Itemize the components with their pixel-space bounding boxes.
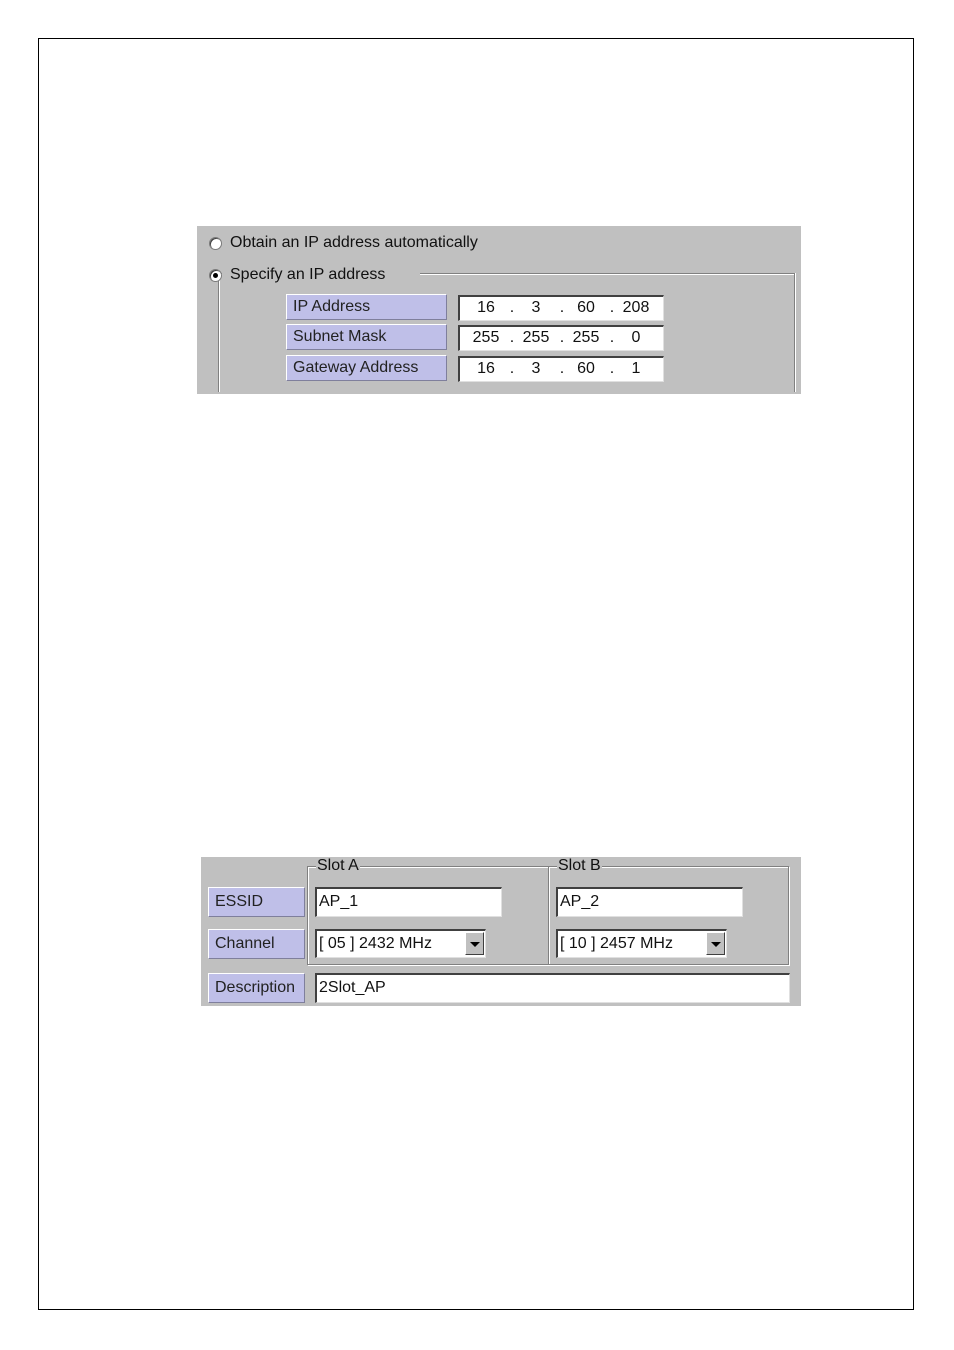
ip-address-octet-3[interactable]: 60 xyxy=(577,299,595,316)
essid-label: ESSID xyxy=(208,887,305,917)
ip-address-input[interactable]: 16 . 3 . 60 . 208 xyxy=(458,295,664,321)
subnet-mask-octet-4[interactable]: 0 xyxy=(631,329,641,346)
specify-ip-radio[interactable] xyxy=(209,269,222,282)
slot-b-essid-input[interactable]: AP_2 xyxy=(556,887,743,917)
subnet-mask-octet-1[interactable]: 255 xyxy=(472,329,500,346)
obtain-ip-auto-radio[interactable] xyxy=(209,237,222,250)
slot-a-channel-select[interactable] xyxy=(315,929,486,958)
chevron-down-icon[interactable] xyxy=(465,932,484,955)
gateway-address-label: Gateway Address xyxy=(286,355,447,381)
slot-a-title: Slot A xyxy=(317,857,359,874)
description-label: Description xyxy=(208,973,305,1003)
chevron-down-icon[interactable] xyxy=(706,932,725,955)
gateway-octet-1[interactable]: 16 xyxy=(477,360,495,377)
slot-a-channel-value: [ 05 ] 2432 MHz xyxy=(319,935,432,952)
subnet-mask-input[interactable]: 255 . 255 . 255 . 0 xyxy=(458,325,664,351)
ip-address-octet-1[interactable]: 16 xyxy=(477,299,495,316)
gateway-address-input[interactable]: 16 . 3 . 60 . 1 xyxy=(458,356,664,382)
channel-label: Channel xyxy=(208,929,305,959)
subnet-mask-label: Subnet Mask xyxy=(286,324,447,350)
subnet-mask-octet-3[interactable]: 255 xyxy=(572,329,600,346)
specify-ip-label: Specify an IP address xyxy=(230,266,386,283)
ip-address-label: IP Address xyxy=(286,294,447,320)
slot-b-channel-value: [ 10 ] 2457 MHz xyxy=(560,935,673,952)
slot-b-title: Slot B xyxy=(558,857,601,874)
slot-settings-panel xyxy=(201,857,801,1006)
slot-a-essid-input[interactable]: AP_1 xyxy=(315,887,502,917)
specify-ip-option[interactable] xyxy=(209,265,385,285)
obtain-ip-auto-label: Obtain an IP address automatically xyxy=(230,234,478,251)
slot-b-channel-select[interactable] xyxy=(556,929,727,958)
gateway-octet-2[interactable]: 3 xyxy=(531,360,541,377)
obtain-ip-auto-option[interactable] xyxy=(209,233,478,253)
ip-address-octet-2[interactable]: 3 xyxy=(531,299,541,316)
subnet-mask-octet-2[interactable]: 255 xyxy=(522,329,550,346)
gateway-octet-3[interactable]: 60 xyxy=(577,360,595,377)
ip-address-octet-4[interactable]: 208 xyxy=(622,299,650,316)
gateway-octet-4[interactable]: 1 xyxy=(631,360,641,377)
description-input[interactable]: 2Slot_AP xyxy=(315,973,790,1003)
ip-settings-panel xyxy=(197,226,801,394)
